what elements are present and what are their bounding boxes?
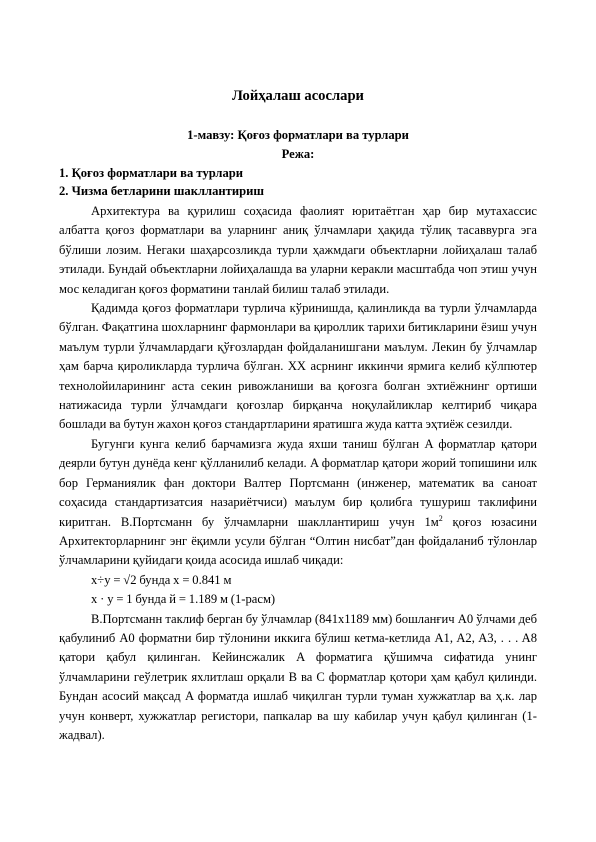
plan-heading: Режа:	[281, 147, 315, 161]
paragraph: В.Портсманн таклиф берган бу ўлчамлар (841x1189 мм) бошланғич A0 ўлчами деб қабулиниб A0 форматни бир тўлонини иккига бўлиш кетма-кетлида A1, A2, A3, . . . A8 қатори қабул қилинган. Кейинсжалик A форматига қўшимча сифатида унинг ўлчамларини геўлетрик яхлитлаш орқали B ва C форматлар қотори ҳам қабул қилинди. Бундан асосий мақсад A форматда ишлаб чиқилган турли туман хужжатлар ва ҳ.к. лар учун конверт, хужжатлар регистори, папкалар ва шу кабилар учун қабул қилинган (1-жадвал).	[59, 611, 537, 742]
formula: x · y = 1 бунда й = 1.189 м (1-расм)	[91, 592, 276, 607]
page-title: Лойҳалаш асослари	[232, 88, 364, 104]
paragraph: Архитектура ва қурилиш соҳасида фаолият юритаётган ҳар бир мутахассис албатта қоғоз форматлари ва уларнинг аниқ ўлчамлари ҳақида тўлиқ тасаввурга эга бўлиши лозим. Негаки шаҳарсозликда турли ҳажмдаги объектларни лойиҳалаш талаб этилади. Бундай объектларни лойиҳалашда ва уларни керакли масштабда чоп этиш учун мос келадиган қоғоз форматини танлай билиш талаб этилади.	[59, 204, 537, 296]
superscript: 2	[438, 513, 443, 523]
formula: x÷y = √2 бунда x = 0.841 м	[91, 572, 232, 587]
paragraph-text: қоғоз юзасини Архитекторларнинг энг ёқимли усули бўлган “Олтин нисбат”дан фойдаланиб тўлонлар ўлчамларини қуйидаги қоида асосида ишлаб чиқади:	[59, 514, 537, 568]
topic-subtitle: 1-мавзу: Қоғоз форматлари ва турлари	[187, 128, 409, 142]
plan-item: 2. Чизма бетларини шакллантириш	[59, 184, 264, 198]
plan-item: 1. Қоғоз форматлари ва турлари	[59, 166, 244, 180]
document-body	[59, 202, 537, 745]
paragraph: Қадимда қоғоз форматлари турлича кўринишда, қалинликда ва турли ўлчамларда бўлган. Фақатгина шохларнинг фармонлари ва қироллик тарихи битикларини ёзиш учун маълум турли ўлчамлардаги қўғозлардан фойдаланишгани маълум. Лекин бу ўлчамлар ҳам барча қироликларда турлича бўлган. XX асрнинг иккинчи ярмига келиб кўлпютер технолойиларининг аста секин ривожланиши ва қоғозга болган эхтиёжнинг ортиши натижасида турли ўлчамдаги қоғозлар бирқанча ноқулайликлар келтириб чиқара бошлади ва бутун жахон қоғоз стандартларини яратишга жуда катта эҳтиёж сезилди.	[59, 301, 537, 432]
paragraph-text: Бугунги кунга келиб барчамизга жуда яхши таниш бўлган A форматлар қатори деярли бутун дунёда кенг қўлланилиб келади. A форматлар қатори жорий топишини илк бор Германиялик фан доктори Валтер Портсманн (инженер, математик ва саноат соҳасида стандартизатсия назариётчиси) маълум бир қолибга тушуриш таклифини киритган. В.Портсманн бу ўлчамларни шакллантириш учун 1м	[59, 436, 537, 529]
paragraph	[59, 435, 537, 571]
